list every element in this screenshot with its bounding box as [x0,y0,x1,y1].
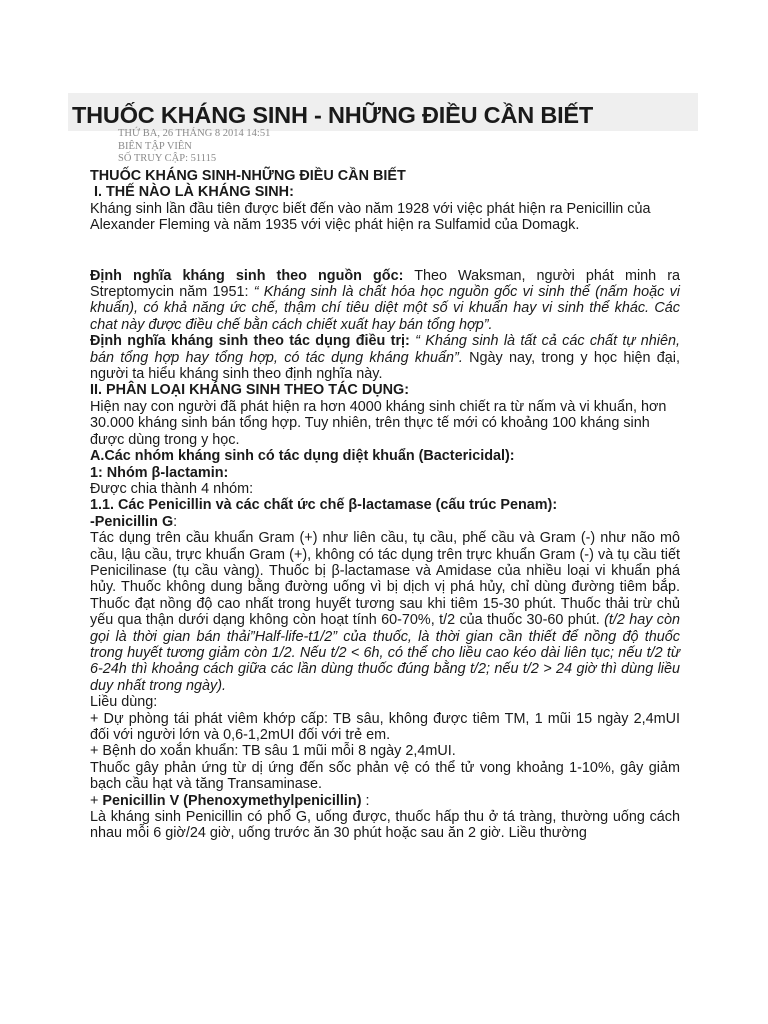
section-heading-2: II. PHÂN LOẠI KHÁNG SINH THEO TÁC DỤNG: [90,382,409,399]
definition-origin-label: Định nghĩa kháng sinh theo nguồn gốc: [90,267,404,284]
penicillin-v-paragraph: Là kháng sinh Penicillin có phổ G, uống được, thuốc hấp thu ở tá tràng, thường uống cách nhau mỗi 6 giờ/24 giờ, uống trước ăn 30 phút hoặc sau ăn 2 giờ. Liều thường [90,809,680,842]
penicillin-g-text: Tác dụng trên cầu khuẩn Gram (+) như liên cầu, tụ cầu, phế cầu và Gram (-) như não mô cầu, lậu cầu, trực khuẩn Gram (+), không có tác dụng trên trực khuẩn Gram (-) và tụ cầu tiết Penicilinase (tụ cầu vàng). Thuốc bị β-lactamase và Amidase của nhiều loại vi khuẩn phá hủy. Thuốc không dung bằng đường uống vì bị dịch vị phá hủy, chỉ dùng đường tiêm bắp. Thuốc đạt nồng độ cao nhất trong huyết tương sau khi tiêm 15-30 phút. Thuốc thải trừ chủ yếu qua thận dưới dạng không còn hoạt tính 60-70%, t/2 của thuốc 30-60 phút. [90,530,680,629]
subsection-heading-a: A.Các nhóm kháng sinh có tác dụng diệt khuẩn (Bactericidal): [90,448,515,465]
body-subtitle: THUỐC KHÁNG SINH-NHỮNG ĐIỀU CẦN BIẾT [90,168,406,184]
penicillin-v-colon: : [361,792,370,809]
group-heading-1: 1: Nhóm β-lactamin: [90,464,229,481]
penicillin-g-colon: : [173,513,178,530]
penicillin-g-label: -Penicillin G [90,513,174,530]
post-author: BIÊN TẬP VIÊN [118,140,192,152]
penicillin-v-label: Penicillin V (Phenoxymethylpenicillin) [102,792,362,809]
definition-therapeutic-label: Định nghĩa kháng sinh theo tác dụng điều trị: [90,333,410,350]
article-meta [118,128,270,166]
article-title: THUỐC KHÁNG SINH - NHỮNG ĐIỀU CẦN BIẾT [72,102,594,128]
dosage-item-1: + Dự phòng tái phát viêm khớp cấp: TB sâu, không được tiêm TM, 1 mũi 15 ngày 2,4mUI đối với người lớn và 0,6-1,2mUI đối với trẻ em. [90,710,680,743]
definition-therapeutic [90,333,680,382]
side-effect-paragraph: Thuốc gây phản ứng từ dị ứng đến sốc phản vệ có thể tử vong khoảng 1-10%, gây giảm bạch cầu hạt và tăng Transaminase. [90,759,680,793]
post-date: THỨ BA, 26 THÁNG 8 2014 14:51 [118,128,271,139]
definition-therapeutic-text: Ngày nay, trong y học hiện đại, người ta hiểu kháng sinh theo định nghĩa này. [90,349,680,383]
half-life-note: (t/2 hay còn gọi là thời gian bán thải”Half-life-t1/2” của thuốc, là thời gian cần thiết để nồng độ thuốc trong huyết tương giảm còn 1/2. Nếu t/2 < 6h, có thể cho liều cao kéo dài liên tục; nếu t/2 từ 6-24h thì khoảng cách giữa các lần dùng thuốc đúng bằng t/2; nếu t/2 > 24 giờ thì dùng liều duy nhất trong ngày). [90,612,681,694]
section-1-paragraph: Kháng sinh lần đầu tiên được biết đến vào năm 1928 với việc phát hiện ra Penicillin của Alexander Fleming và năm 1935 với việc phát hiện ra Sulfamid của Domagk. [90,200,651,234]
dosage-label: Liều dùng: [90,694,158,711]
definition-origin-text: Theo Waksman, người phát minh ra Streptomycin năm 1951: [90,267,681,301]
definition-therapeutic-quote: “ Kháng sinh là tất cả các chất tự nhiên, bán tổng hợp hay tổng hợp, có tác dụng kháng khuẩn”. [90,333,680,366]
group-heading-1-1: 1.1. Các Penicillin và các chất ức chế β-lactamase (cấu trúc Penam): [90,497,558,514]
definition-origin [90,268,680,334]
penicillin-g-heading [90,514,680,530]
group-1-paragraph: Được chia thành 4 nhóm: [90,480,254,497]
penicillin-v-heading [90,793,680,809]
view-count: SỐ TRUY CẬP: 51115 [118,153,217,164]
penicillin-v-prefix: + [90,792,103,809]
article-body [90,168,680,842]
spacer [90,234,680,268]
definition-origin-quote: “ Kháng sinh là chất hóa học nguồn gốc vi sinh thể (nấm hoặc vi khuẩn), có khả năng ức chế, thậm chí tiêu diệt một số vi khuẩn hay vi sinh thể khác. Các chat này được điều chế bằn cách chiết xuất hay bán tổng hợp”. [90,284,680,333]
section-heading-1: I. THẾ NÀO LÀ KHÁNG SINH: [94,184,294,201]
penicillin-g-paragraph [90,530,680,694]
section-2-paragraph: Hiện nay con người đã phát hiện ra hơn 4000 kháng sinh chiết ra từ nấm và vi khuẩn, hơn 30.000 kháng sinh bán tổng hợp. Tuy nhiên, trên thực tế mới có khoảng 100 kháng sinh được dùng trong y học. [90,398,667,448]
dosage-item-2: + Bệnh do xoắn khuẩn: TB sâu 1 mũi mỗi 8 ngày 2,4mUI. [90,743,456,760]
